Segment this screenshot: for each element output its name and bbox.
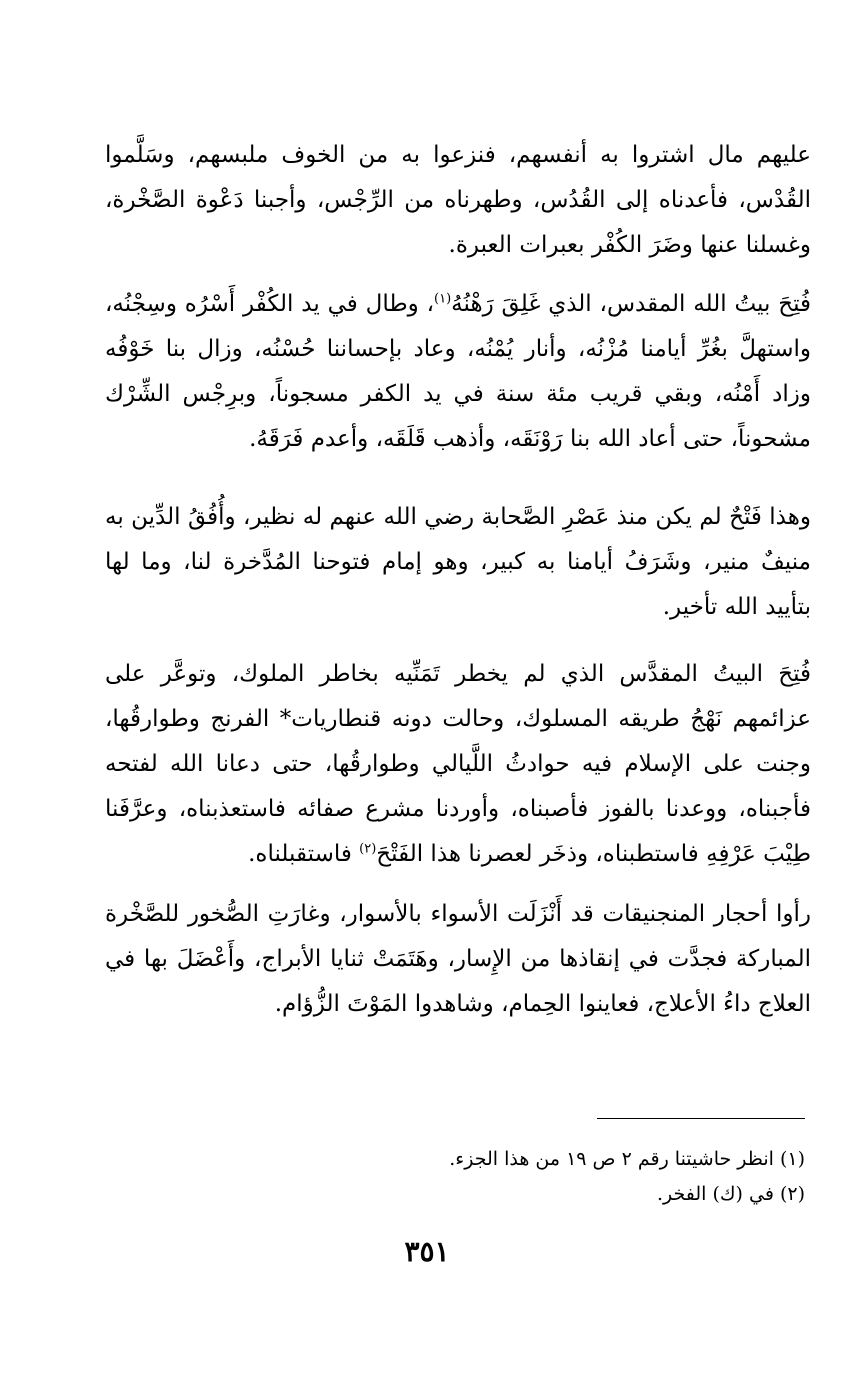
paragraph-4 [105, 652, 811, 877]
paragraph-text-start: فُتِحَ البيتُ المقدَّس الذي لم يخطر تَمَنِّيه بخاطر الملوك، وتوعَّر على عزائمهم نَهْجُ طريقه المسلوك، وحالت دونه قنطاريات* الفرنج وطوارقُها، وجنت على الإسلام فيه حوادثُ اللَّيالي وطوارقُها، حتى دعانا الله لفتحه فأجبناه، ووعدنا بالفوز فأصبناه، وأوردنا مشرع صفائه فاستعذبناه، وعرَّفَنا طِيْبَ عَرْفِهِ فاستطبناه، وذخَر لعصرنا هذا الفَتْحَ [105, 661, 811, 867]
footnote-1: (١) انظر حاشيتنا رقم ٢ ص ١٩ من هذا الجزء. [449, 1148, 805, 1170]
paragraph-1 [105, 133, 811, 268]
paragraph-text: وهذا فَتْحٌ لم يكن منذ عَصْرِ الصَّحابة رضي الله عنهم له نظير، وأُفُقُ الدِّين به منيفٌ منير، وشَرَفُ أيامنا به كبير، وهو إمام فتوحنا المُدَّخرة لنا، وما لها بتأييد الله تأخير. [105, 504, 811, 620]
paragraph-5 [105, 892, 811, 1027]
footnote-marker-1[interactable]: (١) [434, 291, 452, 307]
paragraph-3 [105, 495, 811, 630]
paragraph-text-start: فُتِحَ بيتُ الله المقدس، الذي غَلِقَ رَهْنُهُ [451, 291, 812, 317]
paragraph-text [105, 652, 811, 877]
footnote-divider [597, 1118, 805, 1119]
footnotes [300, 1142, 805, 1212]
paragraph-text: عليهم مال اشتروا به أنفسهم، فنزعوا به من الخوف ملبسهم، وسَلَّموا القُدْس، فأعدناه إلى القُدُس، وطهرناه من الرِّجْس، وأجبنا دَعْوة الصَّخْرة، وغسلنا عنها وضَرَ الكُفْر بعبرات العبرة. [105, 142, 811, 258]
footnote-marker-2[interactable]: (٢) [359, 841, 377, 857]
footnote-2: (٢) في (ك) الفخر. [656, 1183, 805, 1205]
paragraph-text-end: ، وطال في يد الكُفْر أَسْرُه وسِجْنُه، واستهلَّ بغُرِّ أيامنا مُزْنُه، وأنار يُمْنُه، وعاد بإحساننا حُسْنُه، وزال بنا خَوْفُه وزاد أَمْنُه، وبقي قريب مئة سنة في يد الكفر مسجوناً، وبرِجْس الشِّرْك مشحوناً، حتى أعاد الله بنا رَوْنَقَه، وأذهب قَلَقَه، وأعدم فَرَقَهُ. [105, 291, 811, 452]
paragraph-2 [105, 282, 811, 462]
page-number: ٣٥١ [404, 1235, 450, 1268]
paragraph-text [105, 282, 811, 462]
paragraph-text-end: فاستقبلناه. [248, 841, 360, 867]
paragraph-text: رأوا أحجار المنجنيقات قد أَنْزَلَت الأسواء بالأسوار، وغارَتِ الصُّخور للصَّخْرة المباركة فجدَّت في إنقاذها من الإِسار، وهَتَمَتْ ثنايا الأبراج، وأَعْضَلَ بها في العلاج داءُ الأعلاج، فعاينوا الحِمام، وشاهدوا المَوْتَ الزُّؤام. [105, 901, 811, 1017]
